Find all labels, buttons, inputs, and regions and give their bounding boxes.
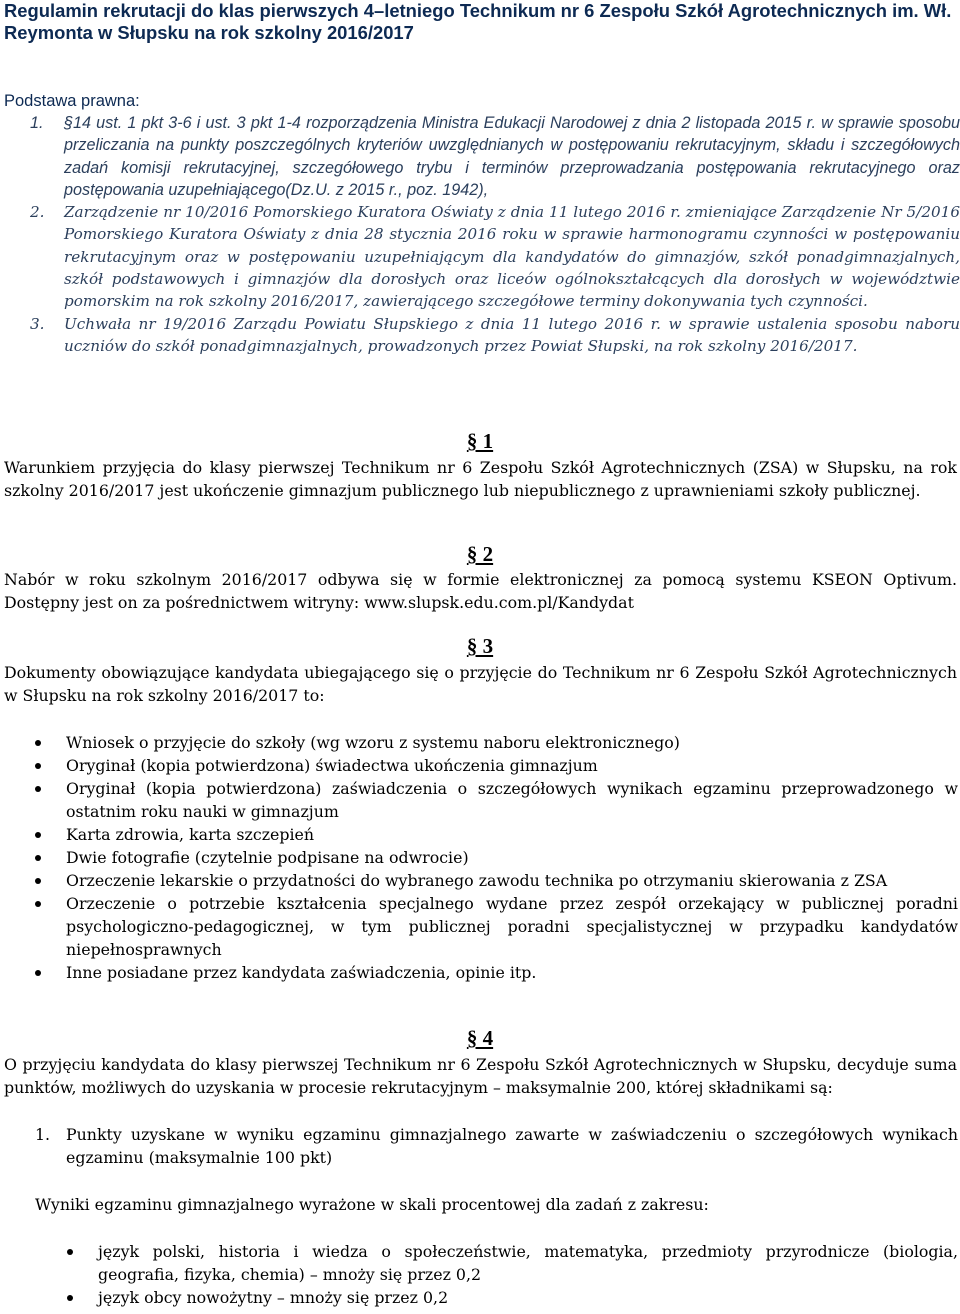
bullet-icon [35,740,41,746]
section-heading-1: § 1 [466,429,494,453]
legal-basis-item-text: Zarządzenie nr 10/2016 Pomorskiego Kuratora Oświaty z dnia 11 lutego 2016 r. zmieniające Zarządzenie Nr 5/2016 Pomorskiego Kuratora Oświaty z dnia 28 stycznia 2016 roku w sprawie harmonogramu czynności w postępowaniu rekrutacyjnym oraz w postępowaniu uzupełniającym dla kandydatów do gimnazjów, szkół ponadgimnazjalnych, szkół podstawowych i gimnazjów dla dorosłych oraz liceów ogólnokształcących dla dorosłych w województwie pomorskim na rok szkolny 2016/2017, zawierającego szczegółowe terminy dokonywania tych czynności. [64,203,960,311]
list-item: język obcy nowożytny – mnoży się przez 0,2 [0,1286,958,1309]
document-title: Regulamin rekrutacji do klas pierwszych 4–letniego Technikum nr 6 Zespołu Szkół Agrotechnicznych im. Wł. Reymonta w Słupsku na rok szkolny 2016/2017 [4,0,952,43]
bullet-icon [35,832,41,838]
list-item: Orzeczenie lekarskie o przydatności do wybranego zawodu technika po otrzymaniu skierowania z ZSA [0,869,958,892]
legal-basis-item-text: Uchwała nr 19/2016 Zarządu Powiatu Słupskiego z dnia 11 lutego 2016 r. w sprawie ustalenia sposobu naboru uczniów do szkół ponadgimnazjalnych, prowadzonych przez Powiat Słupski, na rok szkolny 2016/2017. [64,314,960,355]
list-item: Wniosek o przyjęcie do szkoły (wg wzoru z systemu naboru elektronicznego) [0,731,958,754]
point-text: Punkty uzyskane w wyniku egzaminu gimnazjalnego zawarte w zaświadczeniu o szczegółowych wynikach egzaminu (maksymalnie 100 pkt) [66,1125,958,1167]
section-3-text: Dokumenty obowiązujące kandydata ubiegającego się o przyjęcie do Technikum nr 6 Zespołu Szkół Agrotechnicznych w Słupsku na rok szkolny 2016/2017 to: [4,663,957,705]
documents-list [0,731,958,984]
legal-basis-item [4,112,960,201]
points-list [0,1123,958,1169]
legal-basis-item-number: 1. [30,114,44,132]
section-2-text: Nabór w roku szkolnym 2016/2017 odbywa się w formie elektronicznej za pomocą systemu KSEON Optivum. Dostępny jest on za pośrednictwem witryny: www.slupsk.edu.com.pl/Kandydat [4,570,957,612]
list-item: Oryginał (kopia potwierdzona) zaświadczenia o szczegółowych wynikach egzaminu przeprowadzonego w ostatnim roku nauki w gimnazjum [0,777,958,823]
section-1-text: Warunkiem przyjęcia do klasy pierwszej Technikum nr 6 Zespołu Szkół Agrotechnicznych (ZSA) w Słupsku, na rok szkolny 2016/2017 jest ukończenie gimnazjum publicznego lub niepublicznego z uprawnieniami szkoły publicznej. [4,458,957,500]
list-item: język polski, historia i wiedza o społeczeństwie, matematyka, przedmioty przyrodnicze (biologia, geografia, fizyka, chemia) – mnoży się przez 0,2 [0,1240,958,1286]
bullet-icon [35,786,41,792]
legal-basis-item [4,201,960,312]
legal-basis-item-number: 2. [30,203,45,222]
legal-basis-item-text: §14 ust. 1 pkt 3-6 i ust. 3 pkt 1-4 rozporządzenia Ministra Edukacji Narodowej z dnia 2 listopada 2015 r. w sprawie sposobu przeliczania na punkty poszczególnych kryteriów uwzględnianych w postępowaniu rekrutacyjnym, składu i szczegółowych zadań komisji rekrutacyjnej, szczegółowego trybu i terminów przeprowadzania postępowania rekrutacyjnego oraz postępowania uzupełniającego(Dz.U. z 2015 r., poz. 1942), [64,114,960,199]
bullet-icon [67,1295,73,1301]
bullet-icon [35,763,41,769]
legal-basis-item [4,313,960,358]
section-heading-3: § 3 [466,634,494,658]
list-item: Oryginał (kopia potwierdzona) świadectwa ukończenia gimnazjum [0,754,958,777]
results-list [0,1240,958,1309]
list-item [0,1123,958,1169]
section-heading-2: § 2 [466,542,494,566]
results-intro: Wyniki egzaminu gimnazjalnego wyrażone w skali procentowej dla zadań z zakresu: [35,1195,709,1214]
list-item: Dwie fotografie (czytelnie podpisane na odwrocie) [0,846,958,869]
bullet-icon [35,878,41,884]
point-number: 1. [35,1125,51,1144]
bullet-icon [35,970,41,976]
section-4-text: O przyjęciu kandydata do klasy pierwszej Technikum nr 6 Zespołu Szkół Agrotechnicznych w Słupsku, decyduje suma punktów, możliwych do uzyskania w procesie rekrutacyjnym – maksymalnie 200, której składnikami są: [4,1055,957,1097]
list-item: Karta zdrowia, karta szczepień [0,823,958,846]
list-item: Orzeczenie o potrzebie kształcenia specjalnego wydane przez zespół orzekający w publicznej poradni psychologiczno-pedagogicznej, w tym publicznej poradni specjalistycznej w przypadku kandydatów niepełnosprawnych [0,892,958,961]
legal-basis-label: Podstawa prawna: [4,92,140,110]
bullet-icon [67,1249,73,1255]
legal-basis-item-number: 3. [30,314,45,333]
legal-basis-list [4,112,960,357]
bullet-icon [35,901,41,907]
section-heading-4: § 4 [466,1026,494,1050]
bullet-icon [35,855,41,861]
list-item: Inne posiadane przez kandydata zaświadczenia, opinie itp. [0,961,958,984]
